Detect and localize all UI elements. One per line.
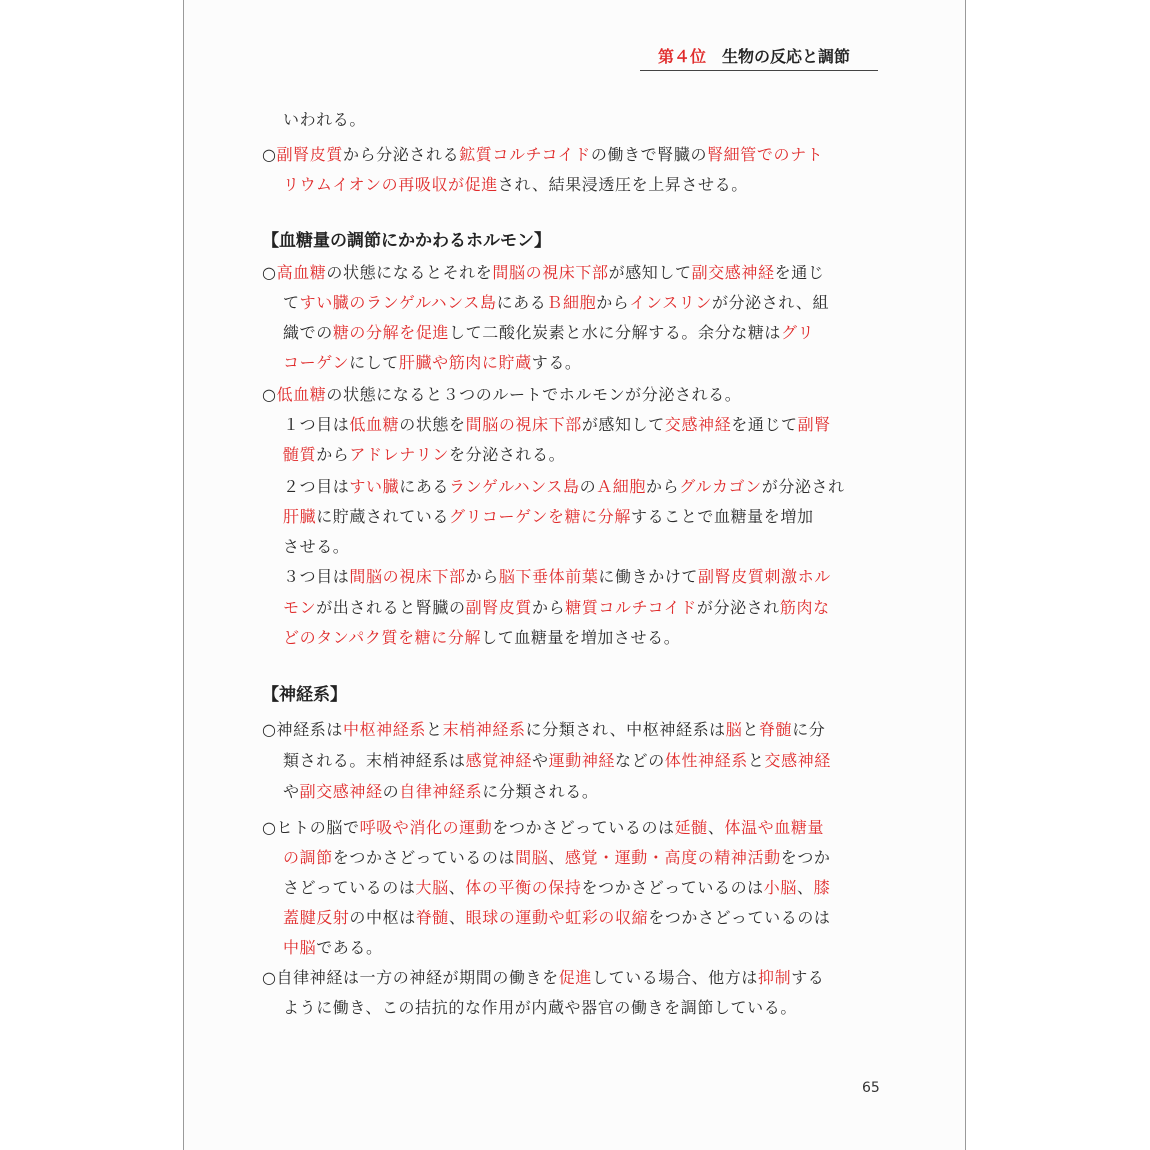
highlighted-term: 低血糖 (349, 415, 400, 434)
page-number: 65 (862, 1080, 880, 1096)
text-line (262, 140, 823, 170)
highlighted-term: コーゲン (283, 353, 350, 372)
highlighted-term: 交感神経 (764, 751, 831, 770)
body-text-run: 、 (449, 908, 466, 927)
body-text-run: の状態になると３つのルートでホルモンが分泌される。 (326, 385, 742, 404)
highlighted-term: 副交感神経 (691, 263, 775, 282)
body-text-run: ○自律神経は一方の神経が期間の働きを (262, 968, 559, 987)
section-heading-nervous-system: 【神経系】 (262, 685, 347, 705)
highlighted-term: 感覚神経 (465, 751, 533, 770)
highlighted-term: 腎細管でのナト (707, 145, 824, 164)
body-text-run: に分類され、中枢神経系は (525, 720, 726, 739)
body-text-run: が感知して (581, 415, 665, 434)
body-text-run: などの (615, 751, 665, 770)
highlighted-term: 呼吸や消化の運動 (359, 818, 493, 837)
highlighted-term: 副交感神経 (299, 782, 383, 801)
highlighted-term: グリコーゲンを糖に分解 (449, 507, 631, 526)
body-text-run: 、 (548, 848, 565, 867)
text-line (283, 933, 383, 963)
text-line (283, 288, 829, 318)
text-line (283, 440, 565, 470)
highlighted-term: グリ (781, 323, 815, 342)
highlighted-term: 副腎皮質 (465, 598, 533, 617)
chapter-rank: 第４位 (658, 47, 707, 66)
body-text-run: に分 (792, 720, 826, 739)
body-text-run: ○神経系は (262, 720, 343, 739)
text-line (283, 843, 831, 873)
body-text-run: に分類される。 (482, 782, 599, 801)
highlighted-term: 間脳の視床下部 (492, 263, 609, 282)
body-text-run: して血糖量を増加させる。 (481, 628, 681, 647)
body-text-run: を通じて (731, 415, 798, 434)
body-text-run: が分泌され (696, 598, 780, 617)
body-text-run: ○ (262, 145, 277, 164)
body-text-run: や (283, 782, 300, 801)
highlighted-term: 末梢神経系 (442, 720, 526, 739)
body-text-run: て (283, 293, 300, 312)
body-text-run: させる。 (283, 537, 350, 556)
body-text-run: から (532, 598, 566, 617)
highlighted-term: 髄質 (283, 445, 317, 464)
body-text-run: ２つ目は (283, 477, 350, 496)
body-text-run: にして (349, 353, 399, 372)
highlighted-term: 自律神経系 (399, 782, 483, 801)
text-line (283, 410, 831, 440)
highlighted-term: 間脳の視床下部 (465, 415, 582, 434)
highlighted-term: 脊髄 (759, 720, 793, 739)
body-text-run: と (742, 720, 759, 739)
body-text-run: の状態を (399, 415, 466, 434)
highlighted-term: 筋肉な (779, 598, 830, 617)
text-line (283, 993, 797, 1023)
highlighted-term: アドレナリン (349, 445, 450, 464)
body-text-run: の中枢は (349, 908, 416, 927)
body-text-run: の働きで腎臓の (590, 145, 708, 164)
highlighted-term: 中枢神経系 (342, 720, 426, 739)
highlighted-term: の調節 (283, 848, 333, 867)
body-text-run: が分泌され、組 (711, 293, 830, 312)
highlighted-term: 体温や血糖量 (724, 818, 825, 837)
body-text-run: を通じ (774, 263, 825, 282)
highlighted-term: 間脳の視床下部 (349, 567, 466, 586)
text-line (283, 623, 680, 653)
highlighted-term: 感覚・運動・高度の精神活動 (564, 848, 781, 867)
highlighted-term: 肝臓や筋肉に貯蔵 (398, 353, 532, 372)
body-text-run: と (747, 751, 765, 770)
body-text-run: が感知して (608, 263, 692, 282)
body-text-run: ように働き、この拮抗的な作用が内蔵や器官の働きを調節している。 (283, 998, 797, 1017)
highlighted-term: 副腎 (797, 415, 831, 434)
highlighted-term: 間脳 (515, 848, 549, 867)
highlighted-term: 膝 (813, 878, 831, 897)
highlighted-term: 小脳 (763, 878, 797, 897)
highlighted-term: すい臓 (349, 477, 400, 496)
highlighted-term: 糖質コルチコイド (565, 598, 697, 617)
body-text-run: から分泌される (342, 145, 460, 164)
highlighted-term: 高血糖 (276, 263, 327, 282)
highlighted-term: 脳 (725, 720, 743, 739)
body-text-run: ○ (262, 385, 277, 404)
highlighted-term: すい臓のランゲルハンス島 (299, 293, 497, 312)
highlighted-term: 中脳 (283, 938, 317, 957)
body-text-run: することで血糖量を増加 (630, 507, 814, 526)
highlighted-term: 延髄 (674, 818, 708, 837)
highlighted-term: 肝臓 (283, 507, 317, 526)
text-line (283, 532, 349, 562)
body-text-run: の状態になるとそれを (326, 263, 493, 282)
highlighted-term: Ａ細胞 (596, 477, 647, 496)
text-line (283, 105, 366, 135)
text-line (262, 813, 824, 843)
text-line (262, 258, 824, 288)
highlighted-term: 副腎皮質刺激ホル (698, 567, 831, 586)
highlighted-term: どのタンパク質を糖に分解 (283, 628, 482, 647)
body-text-run: に働きかけて (598, 567, 699, 586)
body-text-run: をつかさどっているのは (581, 878, 764, 897)
highlighted-term: 体の平衡の保持 (465, 878, 582, 897)
body-text-run: の (579, 477, 597, 496)
highlighted-term: 体性神経系 (664, 751, 748, 770)
body-text-run: をつかさどっているのは (332, 848, 516, 867)
body-text-run: の (382, 782, 400, 801)
body-text-run: から (596, 293, 630, 312)
section-heading-blood-sugar: 【血糖量の調節にかかわるホルモン】 (262, 231, 551, 251)
highlighted-term: 交感神経 (664, 415, 732, 434)
highlighted-term: 促進 (558, 968, 592, 987)
body-text-run: する (791, 968, 825, 987)
body-text-run: ○ (262, 263, 277, 282)
text-line (283, 562, 831, 592)
highlighted-term: インスリン (629, 293, 712, 312)
text-line (283, 472, 845, 502)
highlighted-term: 抑制 (757, 968, 792, 987)
body-text-run: 、 (707, 818, 725, 837)
body-text-run: をつかさどっているのは (648, 908, 831, 927)
text-line (283, 502, 814, 532)
highlighted-term: 大脳 (415, 878, 449, 897)
highlighted-term: 鉱質コルチコイド (459, 145, 591, 164)
text-line (283, 873, 830, 903)
body-text-run: から (465, 567, 499, 586)
body-text-run: に貯蔵されている (316, 507, 450, 526)
body-text-run: をつか (780, 848, 831, 867)
highlighted-term: 眼球の運動や虹彩の収縮 (465, 908, 649, 927)
page-header (658, 44, 878, 70)
highlighted-term: モン (283, 598, 317, 617)
body-text-run: １つ目は (283, 415, 350, 434)
body-text-run: から (646, 477, 680, 496)
body-text-run: が分泌され (761, 477, 845, 496)
body-text-run: ○ヒトの脳で (262, 818, 360, 837)
text-line (262, 715, 825, 745)
body-text-run: ３つ目は (283, 567, 350, 586)
body-text-run: や (532, 751, 549, 770)
highlighted-term: 糖の分解を促進 (332, 323, 450, 342)
text-line (283, 170, 748, 200)
highlighted-term: 運動神経 (548, 751, 616, 770)
body-text-run: にある (399, 477, 450, 496)
highlighted-term: グルカゴン (679, 477, 762, 496)
text-line (283, 593, 830, 623)
body-text-run: する。 (531, 353, 582, 372)
body-text-run: が出されると腎臓の (316, 598, 466, 617)
body-text-run: である。 (316, 938, 383, 957)
body-text-run: いわれる。 (283, 110, 367, 129)
body-text-run: 織での (283, 323, 333, 342)
chapter-title: 生物の反応と調節 (722, 47, 851, 66)
body-text-run: から (316, 445, 350, 464)
body-text-run: と (425, 720, 443, 739)
body-text-run: して二酸化炭素と水に分解する。余分な糖は (449, 323, 782, 342)
highlighted-term: 蓋腱反射 (283, 908, 350, 927)
highlighted-term: ランゲルハンス島 (449, 477, 580, 496)
body-text-run: にある (496, 293, 547, 312)
text-line (283, 746, 831, 776)
body-text-run: され、結果浸透圧を上昇させる。 (497, 175, 748, 194)
highlighted-term: 脊髄 (415, 908, 450, 927)
highlighted-term: リウムイオンの再吸収が促進 (283, 175, 498, 194)
body-text-run: を分泌される。 (449, 445, 566, 464)
highlighted-term: 低血糖 (276, 385, 327, 404)
text-line (262, 380, 741, 410)
highlighted-term: 脳下垂体前葉 (498, 567, 599, 586)
text-line (283, 318, 814, 348)
highlighted-term: Ｂ細胞 (546, 293, 597, 312)
header-rule (640, 70, 878, 71)
text-line (262, 963, 824, 993)
body-text-run: 類される。末梢神経系は (283, 751, 466, 770)
text-line (283, 348, 582, 378)
highlighted-term: 副腎皮質 (276, 145, 343, 164)
body-text-run: をつかさどっているのは (492, 818, 675, 837)
body-text-run: 、 (796, 878, 814, 897)
text-line (283, 777, 598, 807)
body-text-run: している場合、他方は (591, 968, 758, 987)
body-text-run: 、 (448, 878, 466, 897)
text-line (283, 903, 831, 933)
body-text-run: さどっているのは (283, 878, 416, 897)
